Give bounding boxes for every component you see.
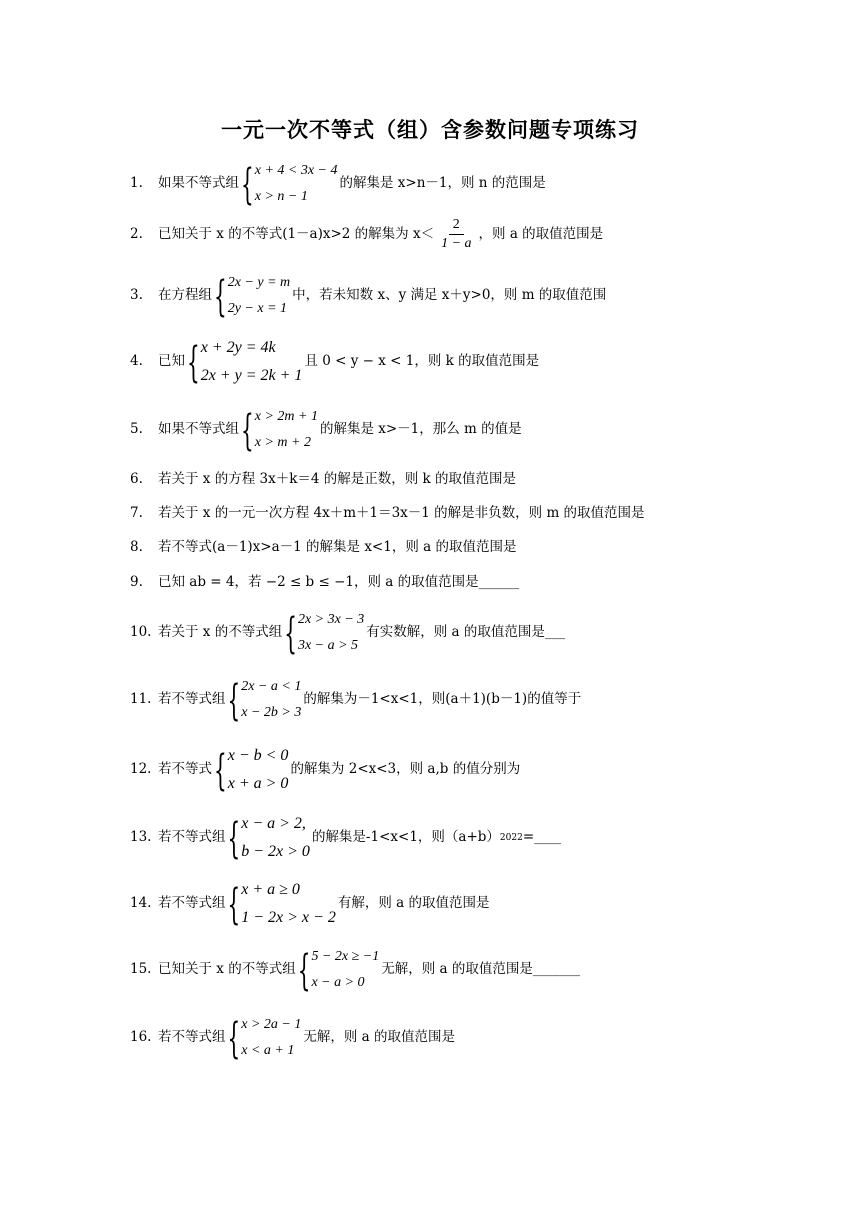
question-9 bbox=[130, 576, 820, 590]
brace-icon: { bbox=[297, 944, 311, 996]
brace-icon: { bbox=[214, 744, 227, 796]
equation-system bbox=[241, 404, 318, 456]
question-prefix: 已知 bbox=[158, 353, 185, 370]
system-line: x − a > 2, bbox=[241, 815, 306, 832]
brace-icon: { bbox=[227, 878, 241, 930]
question-number: 9. bbox=[130, 574, 143, 590]
system-line: 2x − a < 1 bbox=[241, 679, 302, 694]
question-number: 11. bbox=[130, 691, 152, 708]
question-prefix: 已知关于 x 的不等式组 bbox=[158, 961, 296, 978]
equation-system bbox=[228, 674, 302, 726]
question-number: 6. bbox=[130, 471, 143, 487]
question-number: 15. bbox=[130, 961, 152, 978]
exponent: 2022 bbox=[499, 832, 523, 843]
equation-system bbox=[187, 334, 302, 390]
question-number: 12. bbox=[130, 761, 152, 778]
question-text: 若不等式(a－1)x>a－1 的解集是 x<1，则 a 的取值范围是 bbox=[158, 539, 517, 555]
brace-icon: { bbox=[227, 674, 241, 726]
page-title: 一元一次不等式（组）含参数问题专项练习 bbox=[221, 117, 639, 142]
question-6 bbox=[130, 473, 820, 487]
system-line: x > 2m + 1 bbox=[254, 409, 318, 424]
question-1 bbox=[130, 158, 820, 210]
system-line: x < a + 1 bbox=[241, 1043, 295, 1058]
question-prefix: 已知关于 x 的不等式(1－a)x>2 的解集为 x＜ bbox=[158, 225, 435, 242]
question-11 bbox=[130, 674, 820, 726]
question-suffix: 且 0 < y − x < 1，则 k 的取值范围是 bbox=[304, 353, 540, 370]
question-prefix: 若不等式组 bbox=[158, 691, 226, 708]
system-line: 2x − y = m bbox=[227, 275, 291, 290]
question-number: 10. bbox=[130, 624, 152, 641]
question-suffix: 的解集是 x>－1，那么 m 的值是 bbox=[319, 421, 522, 438]
question-suffix: 无解，则 a 的取值范围是 bbox=[303, 1029, 455, 1046]
question-text: 若关于 x 的方程 3x＋k＝4 的解是正数，则 k 的取值范围是 bbox=[158, 471, 517, 487]
equation-system bbox=[214, 270, 290, 322]
question-number: 13. bbox=[130, 829, 152, 846]
question-4 bbox=[130, 334, 820, 390]
brace-icon: { bbox=[187, 336, 200, 388]
question-suffix: 的解集为－1<x<1，则(a＋1)(b－1)的值等于 bbox=[303, 691, 582, 708]
question-number: 14. bbox=[130, 895, 152, 912]
brace-icon: { bbox=[284, 607, 297, 659]
question-7 bbox=[130, 507, 820, 521]
question-12 bbox=[130, 742, 820, 798]
question-text: 已知 ab = 4，若 −2 ≤ b ≤ −1，则 a 的取值范围是______ bbox=[158, 574, 520, 590]
question-prefix: 若不等式组 bbox=[158, 895, 226, 912]
question-3 bbox=[130, 270, 820, 322]
fraction bbox=[437, 218, 475, 251]
equation-system bbox=[214, 742, 288, 798]
equation-system bbox=[228, 810, 310, 866]
question-16 bbox=[130, 1012, 820, 1064]
system-line: 2y − x = 1 bbox=[227, 301, 288, 316]
question-13 bbox=[130, 810, 820, 866]
system-line: 3x − a > 5 bbox=[297, 638, 359, 653]
question-number: 2. bbox=[130, 225, 143, 242]
brace-icon: { bbox=[241, 404, 254, 456]
fraction-numerator: 2 bbox=[449, 218, 464, 235]
brace-icon: { bbox=[241, 158, 254, 210]
system-line: x − 2b > 3 bbox=[241, 705, 302, 720]
brace-icon: { bbox=[227, 1012, 241, 1064]
question-5 bbox=[130, 404, 820, 456]
question-number: 1. bbox=[130, 175, 143, 192]
question-8 bbox=[130, 541, 820, 555]
question-suffix: 的解集是 x>n－1，则 n 的范围是 bbox=[339, 175, 546, 192]
question-suffix: 的解集是-1<x<1，则（a+b） bbox=[311, 829, 500, 846]
system-line: 5 − 2x ≥ −1 bbox=[311, 949, 380, 964]
question-suffix: ，则 a 的取值范围是 bbox=[478, 225, 604, 242]
system-line: x + 2y = 4k bbox=[200, 339, 276, 356]
system-line: b − 2x > 0 bbox=[241, 843, 310, 860]
question-number: 7. bbox=[130, 505, 143, 521]
system-line: x + 4 < 3x − 4 bbox=[254, 163, 338, 178]
equation-system bbox=[284, 607, 364, 659]
question-suffix-2: =____ bbox=[522, 829, 562, 846]
brace-icon: { bbox=[227, 812, 241, 864]
system-line: x > m + 2 bbox=[254, 435, 311, 450]
system-line: x − a > 0 bbox=[311, 975, 365, 990]
question-2 bbox=[130, 218, 820, 251]
system-line: x > 2a − 1 bbox=[241, 1017, 302, 1032]
question-number: 4. bbox=[130, 353, 143, 370]
question-10 bbox=[130, 607, 820, 659]
system-line: 1 − 2x > x − 2 bbox=[241, 909, 336, 926]
question-number: 5. bbox=[130, 421, 143, 438]
question-suffix: 无解，则 a 的取值范围是_______ bbox=[381, 961, 581, 978]
question-suffix: 的解集为 2<x<3，则 a,b 的值分别为 bbox=[290, 761, 521, 778]
question-number: 3. bbox=[130, 287, 143, 304]
question-prefix: 若不等式组 bbox=[158, 1029, 226, 1046]
equation-system bbox=[228, 876, 336, 932]
system-line: 2x + y = 2k + 1 bbox=[200, 367, 303, 384]
question-prefix: 如果不等式组 bbox=[158, 175, 239, 192]
question-suffix: 中，若未知数 x、y 满足 x＋y>0，则 m 的取值范围 bbox=[292, 287, 607, 304]
equation-system bbox=[241, 158, 338, 210]
question-number: 8. bbox=[130, 539, 143, 555]
brace-icon: { bbox=[214, 270, 227, 322]
system-line: x + a ≥ 0 bbox=[241, 881, 300, 898]
question-prefix: 若不等式 bbox=[158, 761, 212, 778]
question-suffix: 有解，则 a 的取值范围是 bbox=[337, 895, 490, 912]
equation-system bbox=[298, 944, 380, 996]
question-prefix: 若关于 x 的不等式组 bbox=[158, 624, 283, 641]
equation-system bbox=[228, 1012, 302, 1064]
fraction-denominator: 1 − a bbox=[441, 236, 472, 251]
system-line: x − b < 0 bbox=[227, 747, 289, 764]
question-prefix: 若不等式组 bbox=[158, 829, 226, 846]
question-14 bbox=[130, 876, 820, 932]
question-prefix: 如果不等式组 bbox=[158, 421, 239, 438]
question-prefix: 在方程组 bbox=[158, 287, 212, 304]
system-line: 2x > 3x − 3 bbox=[297, 612, 365, 627]
system-line: x + a > 0 bbox=[227, 775, 289, 792]
question-15 bbox=[130, 944, 820, 996]
system-line: x > n − 1 bbox=[254, 189, 308, 204]
question-suffix: 有实数解，则 a 的取值范围是___ bbox=[366, 624, 566, 641]
question-text: 若关于 x 的一元一次方程 4x＋m＋1＝3x－1 的解是非负数，则 m 的取值范围是 bbox=[158, 505, 645, 521]
question-number: 16. bbox=[130, 1029, 152, 1046]
